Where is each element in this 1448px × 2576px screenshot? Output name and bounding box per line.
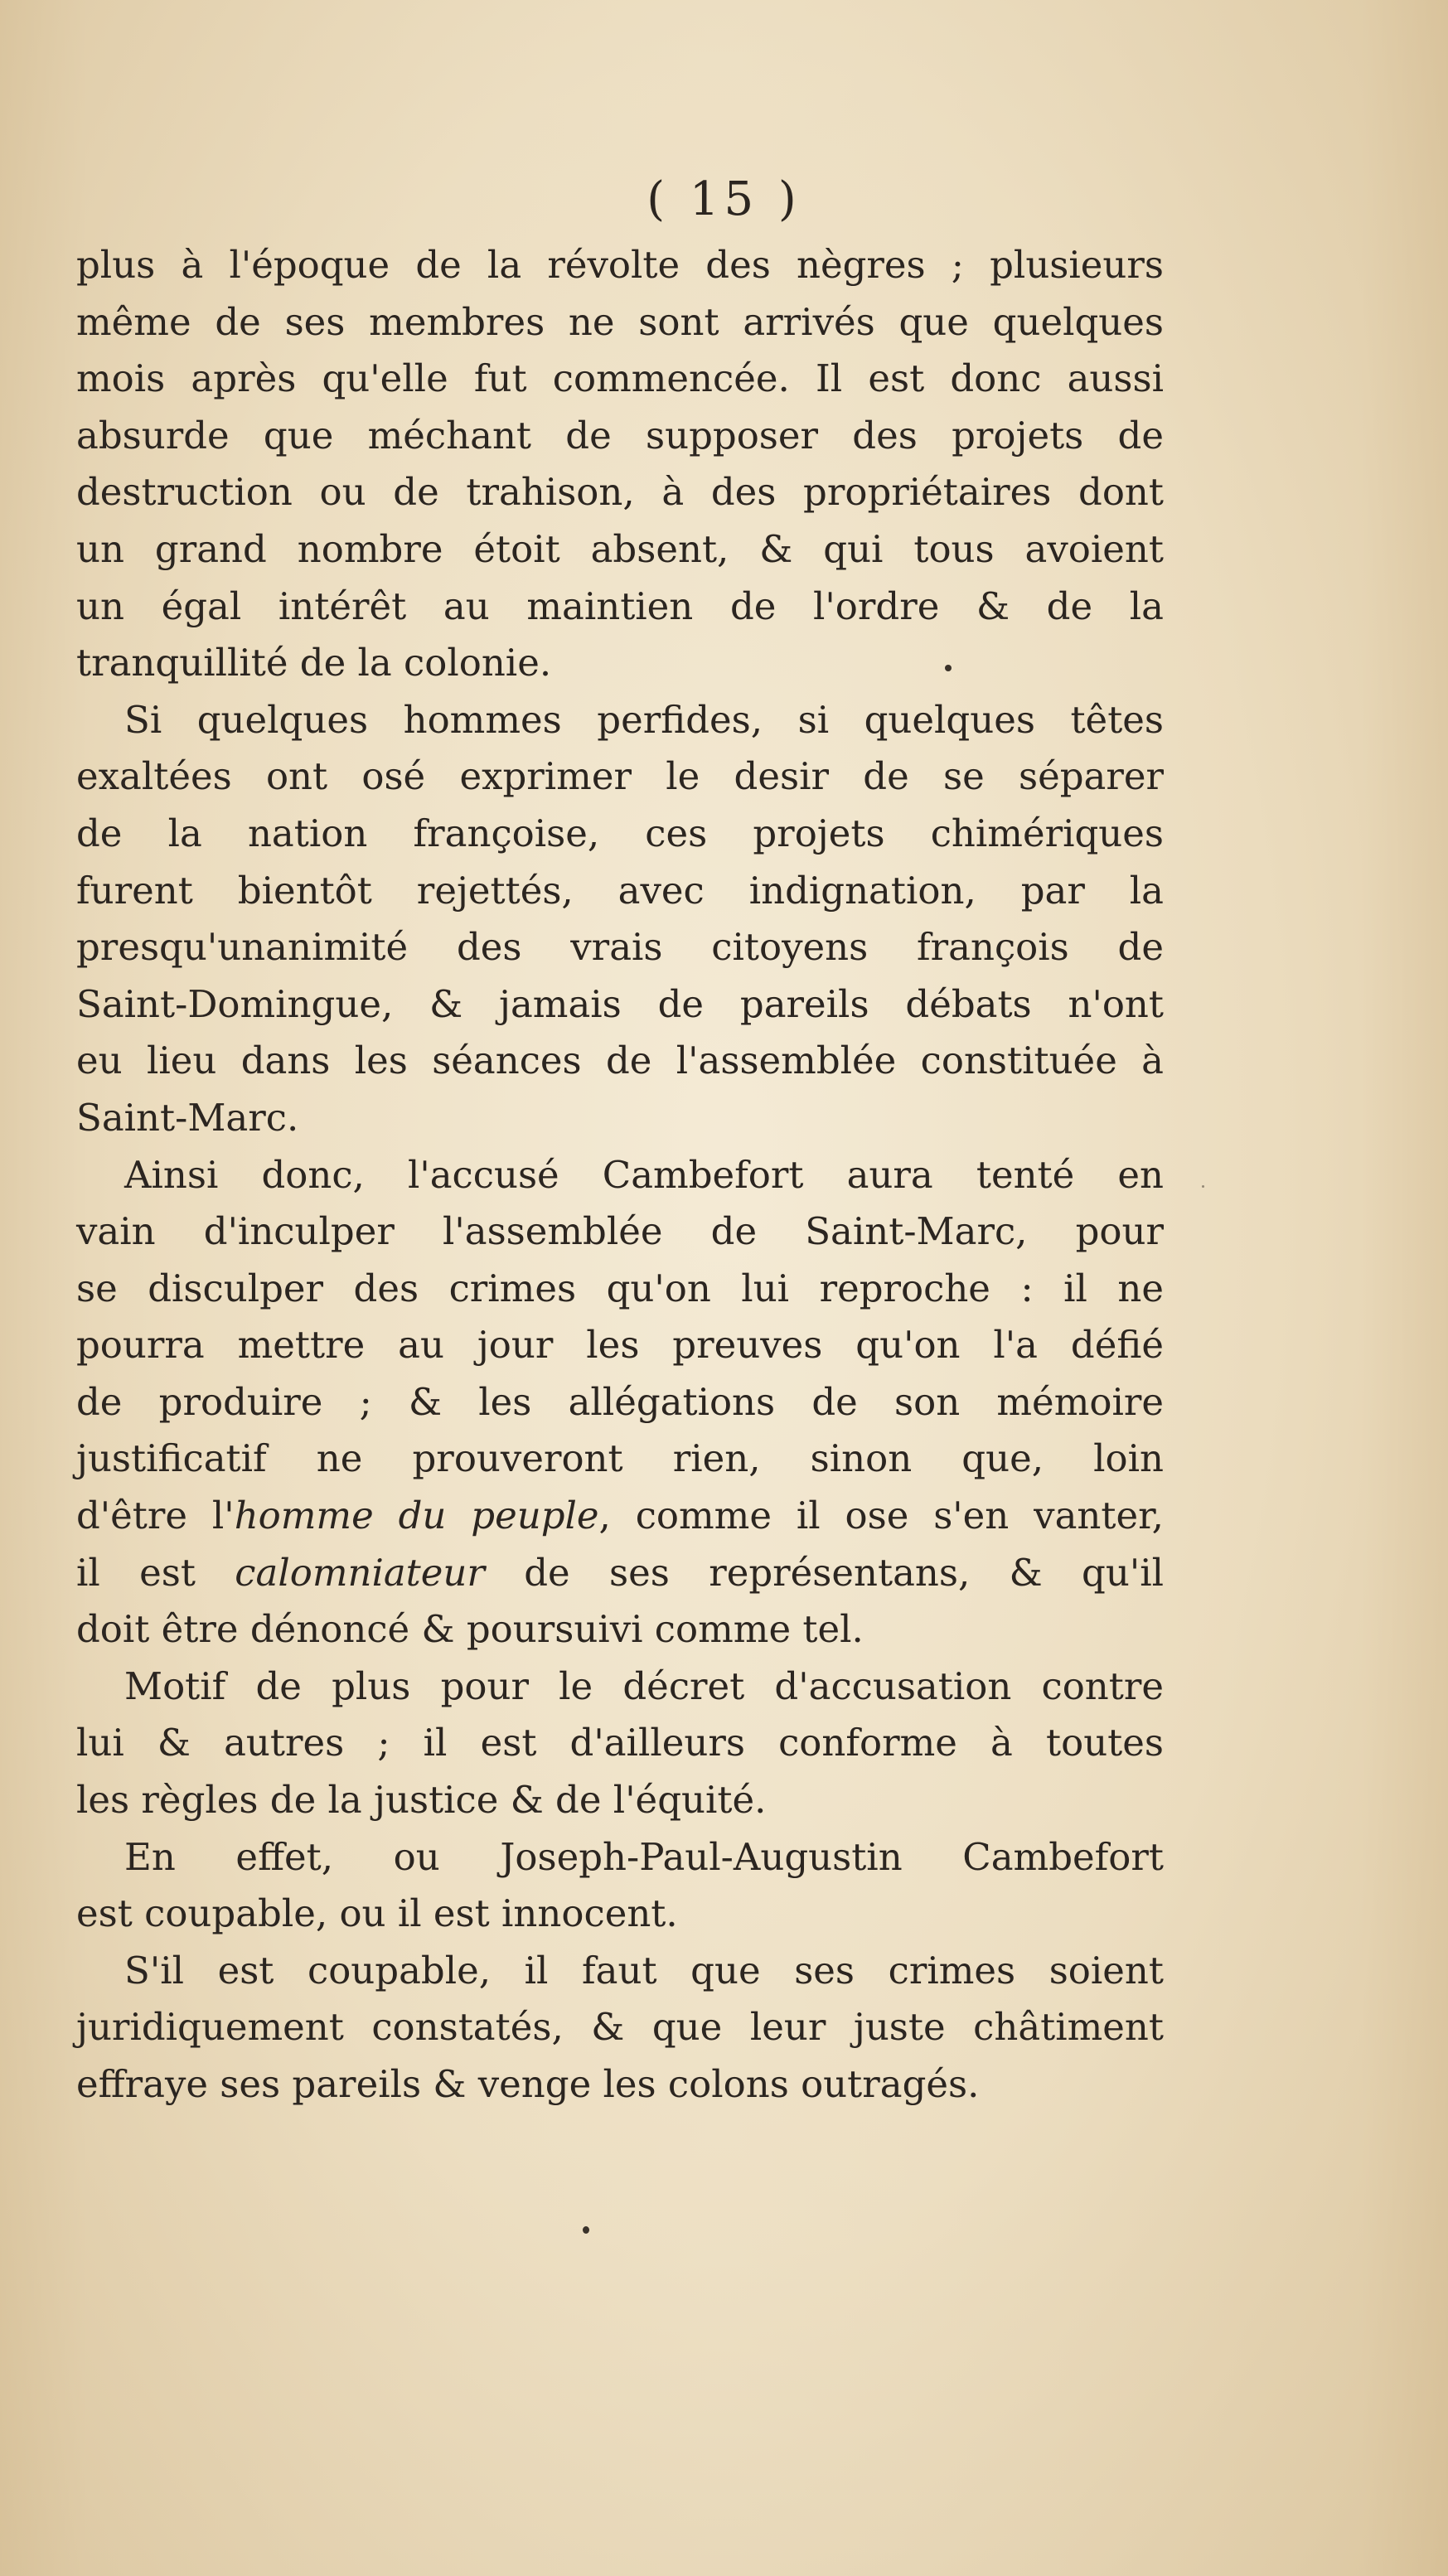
- line-text: Saint-Domingue, & jamais de pareils débats n'ont: [76, 981, 1164, 1026]
- text-line: [76, 579, 1164, 636]
- text-line: [76, 2056, 1164, 2114]
- text-line: [76, 1203, 1164, 1261]
- line-text: Saint-Marc.: [76, 1095, 299, 1140]
- text-line: [76, 976, 1164, 1034]
- line-text: même de ses membres ne sont arrivés que quelques: [76, 299, 1164, 344]
- text-line: [76, 1829, 1164, 1886]
- text-line: [76, 1772, 1164, 1829]
- text-line: [76, 1147, 1164, 1204]
- text-line: [76, 748, 1164, 806]
- ink-speck: [1202, 1185, 1204, 1188]
- italic-phrase: homme du peuple: [234, 1494, 599, 1538]
- text-line: [76, 408, 1164, 465]
- text-line: [76, 351, 1164, 408]
- text-line: [76, 1658, 1164, 1716]
- line-text: S'il est coupable, il faut que ses crimes soient: [124, 1948, 1164, 1993]
- text-line: [76, 1374, 1164, 1431]
- line-text: destruction ou de trahison, à des propriétaires dont: [76, 470, 1164, 515]
- line-text: absurde que méchant de supposer des projets de: [76, 413, 1164, 458]
- line-text: se disculper des crimes qu'on lui reproche : il ne: [76, 1266, 1164, 1310]
- line-text: eu lieu dans les séances de l'assemblée constituée à: [76, 1039, 1164, 1083]
- line-text: doit être dénoncé & poursuivi comme tel.: [76, 1607, 864, 1652]
- text-line: [76, 1033, 1164, 1090]
- text-line: [76, 806, 1164, 863]
- line-text: d'être l': [76, 1494, 235, 1538]
- text-line: [76, 1886, 1164, 1943]
- line-text: plus à l'époque de la révolte des nègres ; plusieurs: [76, 243, 1164, 287]
- line-text: presqu'unanimité des vrais citoyens françois de: [76, 925, 1164, 970]
- line-text: de la nation françoise, ces projets chimériques: [76, 811, 1164, 855]
- text-line: [76, 1488, 1164, 1545]
- text-line: [76, 1431, 1164, 1488]
- line-text: lui & autres ; il est d'ailleurs conforme à toutes: [76, 1721, 1164, 1765]
- ink-speck: [583, 2226, 589, 2234]
- line-text: un grand nombre étoit absent, & qui tous avoient: [76, 526, 1164, 571]
- line-text: pourra mettre au jour les preuves qu'on l'a défié: [76, 1323, 1164, 1368]
- text-line: [76, 692, 1164, 749]
- line-text: exaltées ont osé exprimer le desir de se séparer: [76, 754, 1164, 799]
- text-line: [76, 863, 1164, 920]
- line-text: effraye ses pareils & venge les colons outragés.: [76, 2062, 980, 2106]
- text-line: [76, 1545, 1164, 1602]
- line-text: Motif de plus pour le décret d'accusation contre: [124, 1663, 1164, 1708]
- text-line: [76, 1999, 1164, 2056]
- text-line: [76, 1715, 1164, 1772]
- text-line: [76, 1601, 1164, 1658]
- line-text: les règles de la justice & de l'équité.: [76, 1778, 767, 1823]
- line-text: furent bientôt rejettés, avec indignation, par la: [76, 868, 1164, 913]
- text-line: [76, 294, 1164, 351]
- line-text: tranquillité de la colonie.: [76, 641, 552, 685]
- line-text: un égal intérêt au maintien de l'ordre & de la: [76, 583, 1164, 628]
- text-line: [76, 919, 1164, 976]
- text-line: [76, 1943, 1164, 2000]
- line-text: mois après qu'elle fut commencée. Il est donc aussi: [76, 356, 1164, 401]
- line-text: il est: [76, 1550, 235, 1595]
- text-line: [76, 237, 1164, 294]
- italic-phrase: calomniateur: [235, 1550, 485, 1595]
- line-text-continued: de ses représentans, & qu'il: [484, 1550, 1164, 1595]
- line-text: En effet, ou Joseph-Paul-Augustin Cambefort: [124, 1834, 1164, 1879]
- line-text-continued: , comme il ose s'en vanter,: [598, 1494, 1164, 1538]
- ink-speck: [945, 665, 952, 671]
- text-line: [76, 1090, 1164, 1147]
- body-text: [76, 237, 1164, 2114]
- text-line: [76, 1317, 1164, 1374]
- line-text: justificatif ne prouveront rien, sinon que, loin: [76, 1436, 1164, 1481]
- line-text: est coupable, ou il est innocent.: [76, 1891, 678, 1936]
- line-text: vain d'inculper l'assemblée de Saint-Marc, pour: [76, 1209, 1164, 1254]
- text-line: [76, 521, 1164, 579]
- text-line: [76, 635, 1164, 692]
- text-line: [76, 1261, 1164, 1318]
- line-text: de produire ; & les allégations de son mémoire: [76, 1379, 1164, 1424]
- text-line: [76, 464, 1164, 521]
- line-text: Ainsi donc, l'accusé Cambefort aura tenté en: [124, 1152, 1164, 1197]
- line-text: juridiquement constatés, & que leur juste châtiment: [76, 2005, 1164, 2050]
- page-number: ( 15 ): [647, 172, 801, 226]
- line-text: Si quelques hommes perfides, si quelques têtes: [124, 697, 1164, 742]
